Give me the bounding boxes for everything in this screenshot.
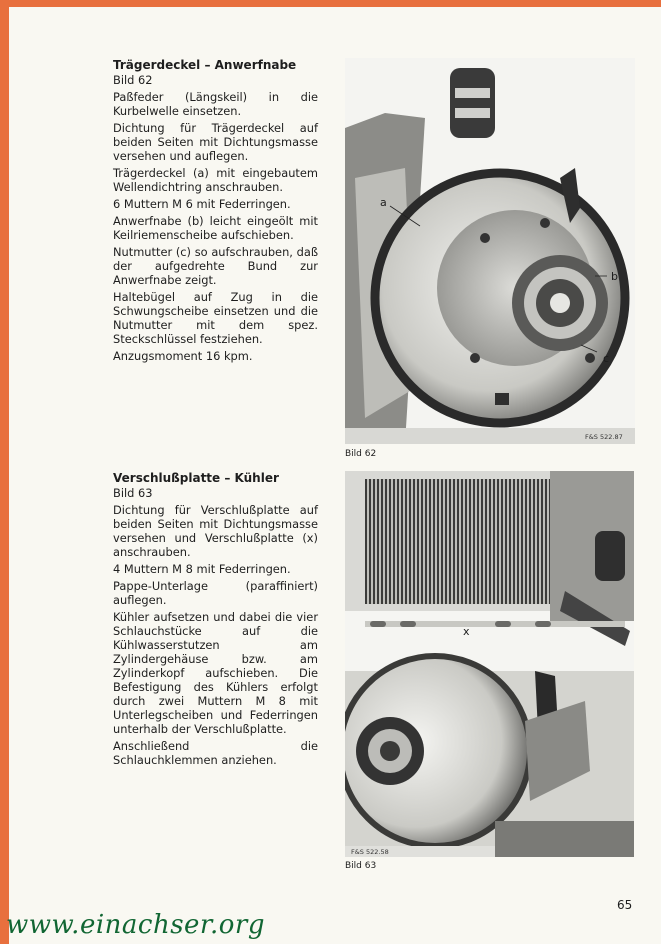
paragraph: Pappe-Unterlage (paraffiniert) auflegen. (113, 579, 318, 607)
photo-bild-63 (345, 471, 634, 857)
page-edge-top (0, 0, 661, 7)
photo-code: F&S 522.87 (585, 433, 623, 441)
label-b: b (611, 270, 618, 283)
section-heading: Trägerdeckel – Anwerfnabe (113, 58, 297, 72)
paragraph: Haltebügel auf Zug in die Schwungscheibe einsetzen und die Nutmutter mit dem spez. Steckschlüssel festziehen. (113, 290, 318, 346)
paragraph: Dichtung für Trägerdeckel auf beiden Seiten mit Dichtungsmasse versehen und auflegen. (113, 121, 318, 163)
paragraph: Kühler aufsetzen und dabei die vier Schlauchstücke auf die Kühlwasserstutzen am Zylindergehäuse bzw. am Zylinderkopf aufschieben. Die Befestigung des Kühlers erfolgt durch zwei Muttern M 8 mit Unterlegscheiben und Federringen unterhalb der Verschlußplatte. (113, 610, 318, 736)
page-edge-left (0, 0, 9, 944)
label-a: a (380, 196, 387, 209)
paragraph: Dichtung für Verschlußplatte auf beiden Seiten mit Dichtungsmasse versehen und Verschlußplatte (x) anschrauben. (113, 503, 318, 559)
section-verschlussplatte (113, 471, 318, 770)
photo-bild-62 (345, 58, 635, 444)
section-trägerdeckel (113, 58, 318, 366)
paragraph: Nutmutter (c) so aufschrauben, daß der aufgedrehte Bund zur Anwerfnabe zeigt. (113, 245, 318, 287)
paragraph: Anzugsmoment 16 kpm. (113, 349, 253, 363)
label-x: x (463, 625, 470, 638)
photo-code: F&S 522.58 (351, 848, 389, 856)
figure-caption: Bild 62 (345, 449, 377, 459)
paragraph: Trägerdeckel (a) mit eingebautem Wellendichtring anschrauben. (113, 166, 318, 194)
figure-reference: Bild 62 (113, 73, 153, 87)
page-number: 65 (617, 898, 633, 912)
label-c: c (603, 352, 610, 365)
watermark: www.einachser.org (6, 910, 265, 940)
paragraph: Anwerfnabe (b) leicht eingeölt mit Keilriemenscheibe aufschieben. (113, 214, 318, 242)
section-heading: Verschlußplatte – Kühler (113, 471, 279, 485)
figure-caption: Bild 63 (345, 861, 377, 871)
paragraph: 6 Muttern M 6 mit Federringen. (113, 197, 291, 211)
paragraph: Anschließend die Schlauchklemmen anziehen. (113, 739, 318, 767)
paragraph: Paßfeder (Längskeil) in die Kurbelwelle einsetzen. (113, 90, 318, 118)
figure-reference: Bild 63 (113, 486, 153, 500)
paragraph: 4 Muttern M 8 mit Federringen. (113, 562, 291, 576)
